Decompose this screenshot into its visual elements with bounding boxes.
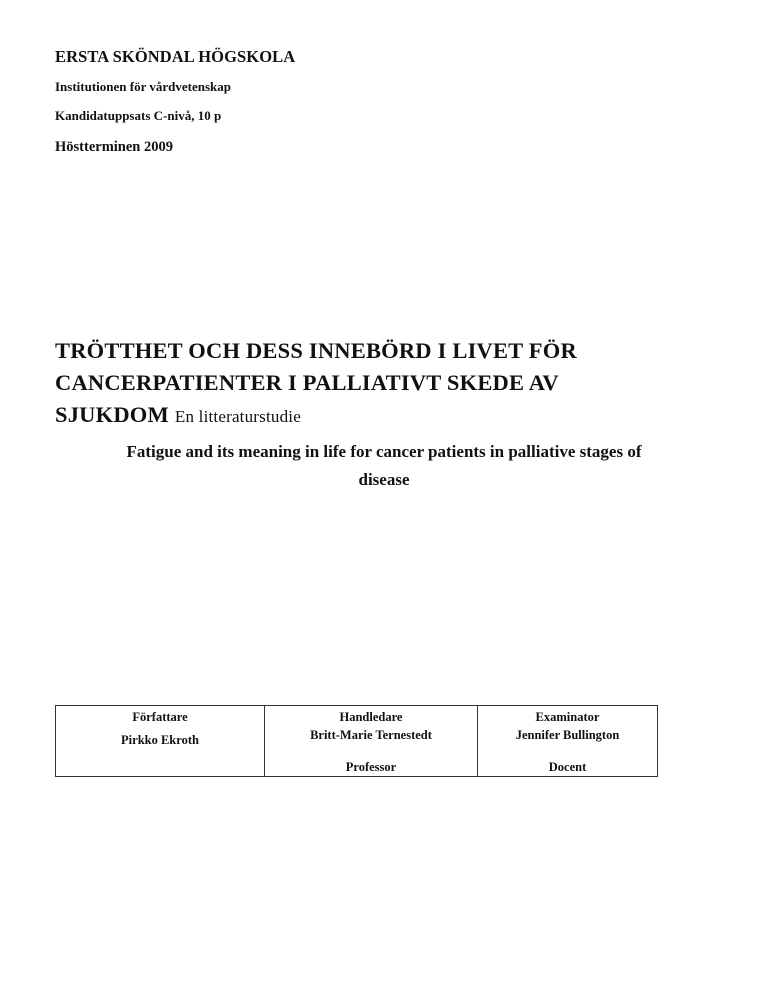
supervisor-role: Handledare — [339, 710, 403, 724]
english-title-line-1: Fatigue and its meaning in life for cancer patients in palliative stages of — [126, 442, 642, 461]
english-title-line-2: disease — [358, 470, 410, 489]
author-cell — [56, 706, 265, 777]
thesis-level: Kandidatuppsats C-nivå, 10 p — [55, 108, 222, 123]
supervisor-title: Professor — [345, 760, 397, 774]
credits-row — [56, 706, 658, 777]
credits-table — [55, 705, 658, 777]
title-line-1: TRÖTTHET OCH DESS INNEBÖRD I LIVET FÖR — [55, 338, 577, 363]
term: Höstterminen 2009 — [55, 139, 173, 155]
title-line-3-text: SJUKDOM — [55, 402, 169, 427]
author-role: Författare — [132, 710, 188, 724]
supervisor-name: Britt-Marie Ternestedt — [310, 728, 432, 742]
examiner-name: Jennifer Bullington — [515, 728, 620, 742]
title-line-3 — [55, 402, 301, 428]
examiner-title: Docent — [548, 760, 587, 774]
institution-name: Institutionen för vårdvetenskap — [55, 79, 232, 94]
examiner-role: Examinator — [535, 710, 600, 724]
title-line-2: CANCERPATIENTER I PALLIATIVT SKEDE AV — [55, 370, 559, 395]
examiner-cell — [478, 706, 658, 777]
author-name: Pirkko Ekroth — [121, 733, 199, 747]
school-name: ERSTA SKÖNDAL HÖGSKOLA — [55, 47, 296, 66]
supervisor-cell — [265, 706, 478, 777]
swedish-subtitle: En litteraturstudie — [174, 407, 301, 426]
